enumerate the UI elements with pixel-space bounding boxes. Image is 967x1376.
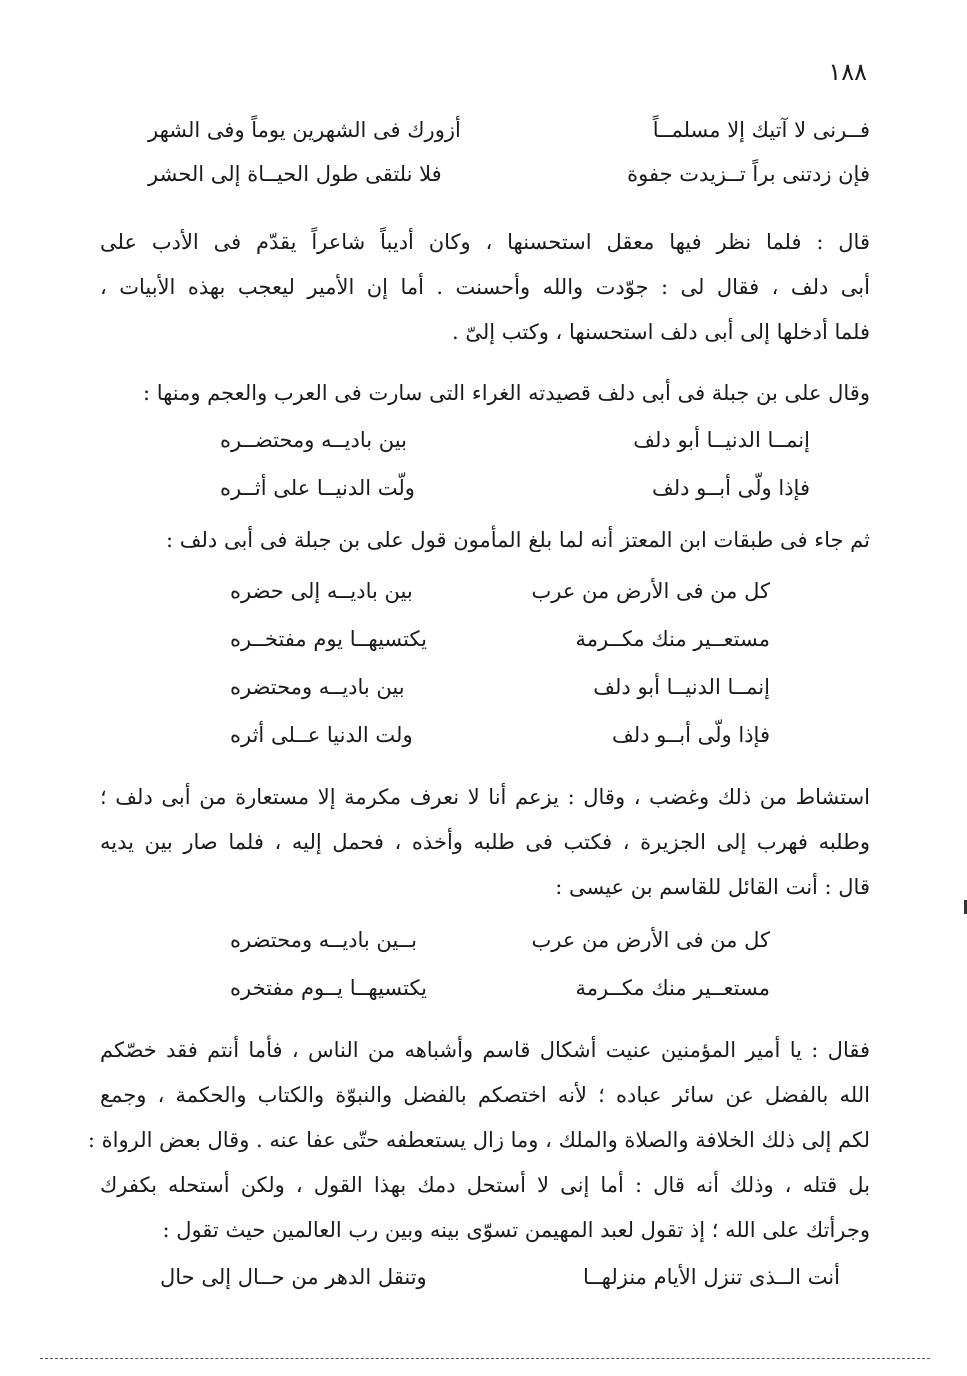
verse-first-hemistich: فإذا ولّى أبــو دلف <box>651 476 810 500</box>
text-line: وجرأتك على الله ؛ إذ تقول لعبد المهيمن تسوّى بينه وبين رب العالمين حيث تقول : <box>162 1218 870 1242</box>
verse-line <box>100 711 870 759</box>
paragraph-4 <box>100 775 870 910</box>
verse-second-hemistich: بــين باديــه ومحتضره <box>230 928 417 952</box>
verse-first-hemistich: كل من فى الأرض من عرب <box>531 928 770 952</box>
paragraph-1 <box>100 220 870 355</box>
verse-block-5 <box>100 1253 870 1301</box>
verse-second-hemistich: فلا نلتقى طول الحيــاة إلى الحشر <box>148 162 442 186</box>
verse-second-hemistich: أزورك فى الشهرين يوماً وفى الشهر <box>148 118 461 142</box>
verse-line <box>100 615 870 663</box>
paragraph-2 <box>100 371 870 416</box>
verse-line <box>100 567 870 615</box>
page-content <box>87 108 870 1301</box>
verse-line <box>148 108 870 152</box>
verse-block-3 <box>100 567 870 759</box>
verse-second-hemistich: بين باديــه ومحتضره <box>230 675 405 699</box>
verse-line <box>100 964 870 1012</box>
page-number: ١٨٨ <box>828 58 867 86</box>
verse-line <box>100 416 870 464</box>
text-line: أبى دلف ، فقال لى : جوّدت والله وأحسنت . أما إن الأمير ليعجب بهذه الأبيات ، <box>100 275 870 299</box>
verse-line <box>100 464 870 512</box>
verse-second-hemistich: يكتسيهــا يوم مفتخــره <box>230 627 427 651</box>
text-line: الله بالفضل عن سائر عباده ؛ لأنه اختصكم بالفضل والنبوّة والكتاب والحكمة ، وجمع <box>100 1083 870 1107</box>
verse-line <box>100 1253 870 1301</box>
verse-second-hemistich: يكتسيهــا يــوم مفتخره <box>230 976 427 1000</box>
text-line: فلما أدخلها إلى أبى دلف استحسنها ، وكتب إلىّ . <box>452 320 870 344</box>
text-line: وقال على بن جبلة فى أبى دلف قصيدته الغراء التى سارت فى العرب والعجم ومنها : <box>142 381 870 405</box>
text-line: فقال : يا أمير المؤمنين عنيت أشكال قاسم وأشباهه من الناس ، فأما أنتم فقد خصّكم <box>100 1038 870 1062</box>
verse-block-4 <box>100 916 870 1012</box>
text-line: بل قتله ، وذلك أنه قال : أما إنى لا أستحل دمك بهذا القول ، ولكن أستحله بكفرك <box>100 1173 870 1197</box>
verse-line <box>148 152 870 196</box>
text-line: وطلبه فهرب إلى الجزيرة ، فكتب فى طلبه وأخذه ، فحمل إليه ، فلما صار بين يديه <box>100 830 870 854</box>
verse-second-hemistich: بين باديــه ومحتضــره <box>220 428 407 452</box>
verse-block-2 <box>100 416 870 512</box>
verse-line <box>100 916 870 964</box>
text-line: قال : أنت القائل للقاسم بن عيسى : <box>555 875 870 899</box>
text-line: ثم جاء فى طبقات ابن المعتز أنه لما بلغ المأمون قول على بن جبلة فى أبى دلف : <box>166 528 870 552</box>
text-line: استشاط من ذلك وغضب ، وقال : يزعم أنا لا نعرف مكرمة إلا مستعارة من أبى دلف ؛ <box>100 785 870 809</box>
text-line: لكم إلى ذلك الخلافة والصلاة والملك ، وما زال يستعطفه حتّى عفا عنه . وقال بعض الرواة : <box>87 1128 870 1152</box>
verse-second-hemistich: وتنقل الدهر من حــال إلى حال <box>160 1265 427 1289</box>
paragraph-3 <box>100 518 870 563</box>
verse-second-hemistich: بين باديــه إلى حضره <box>230 579 413 603</box>
verse-first-hemistich: فــرنى لا آتيك إلا مسلمــاً <box>652 118 870 142</box>
verse-second-hemistich: ولّت الدنيــا على أثــره <box>220 476 415 500</box>
verse-first-hemistich: إنمــا الدنيــا أبو دلف <box>633 428 810 452</box>
verse-first-hemistich: إنمــا الدنيــا أبو دلف <box>593 675 770 699</box>
verse-first-hemistich: فإذا ولّى أبــو دلف <box>611 723 770 747</box>
verse-first-hemistich: مستعــير منك مكــرمة <box>575 976 770 1000</box>
text-line: قال : فلما نظر فيها معقل استحسنها ، وكان أديباً شاعراً يقدّم فى الأدب على <box>100 230 870 254</box>
footer-rule <box>40 1358 930 1359</box>
verse-first-hemistich: كل من فى الأرض من عرب <box>531 579 770 603</box>
verse-second-hemistich: ولت الدنيا عــلى أثره <box>230 723 413 747</box>
paragraph-5 <box>87 1028 870 1253</box>
verse-first-hemistich: أنت الــذى تنزل الأيام منزلهــا <box>582 1265 840 1289</box>
verse-first-hemistich: مستعــير منك مكــرمة <box>575 627 770 651</box>
verse-line <box>100 663 870 711</box>
verse-block-1 <box>100 108 870 196</box>
verse-first-hemistich: فإن زدتنى براً تــزيدت جفوة <box>627 162 870 186</box>
